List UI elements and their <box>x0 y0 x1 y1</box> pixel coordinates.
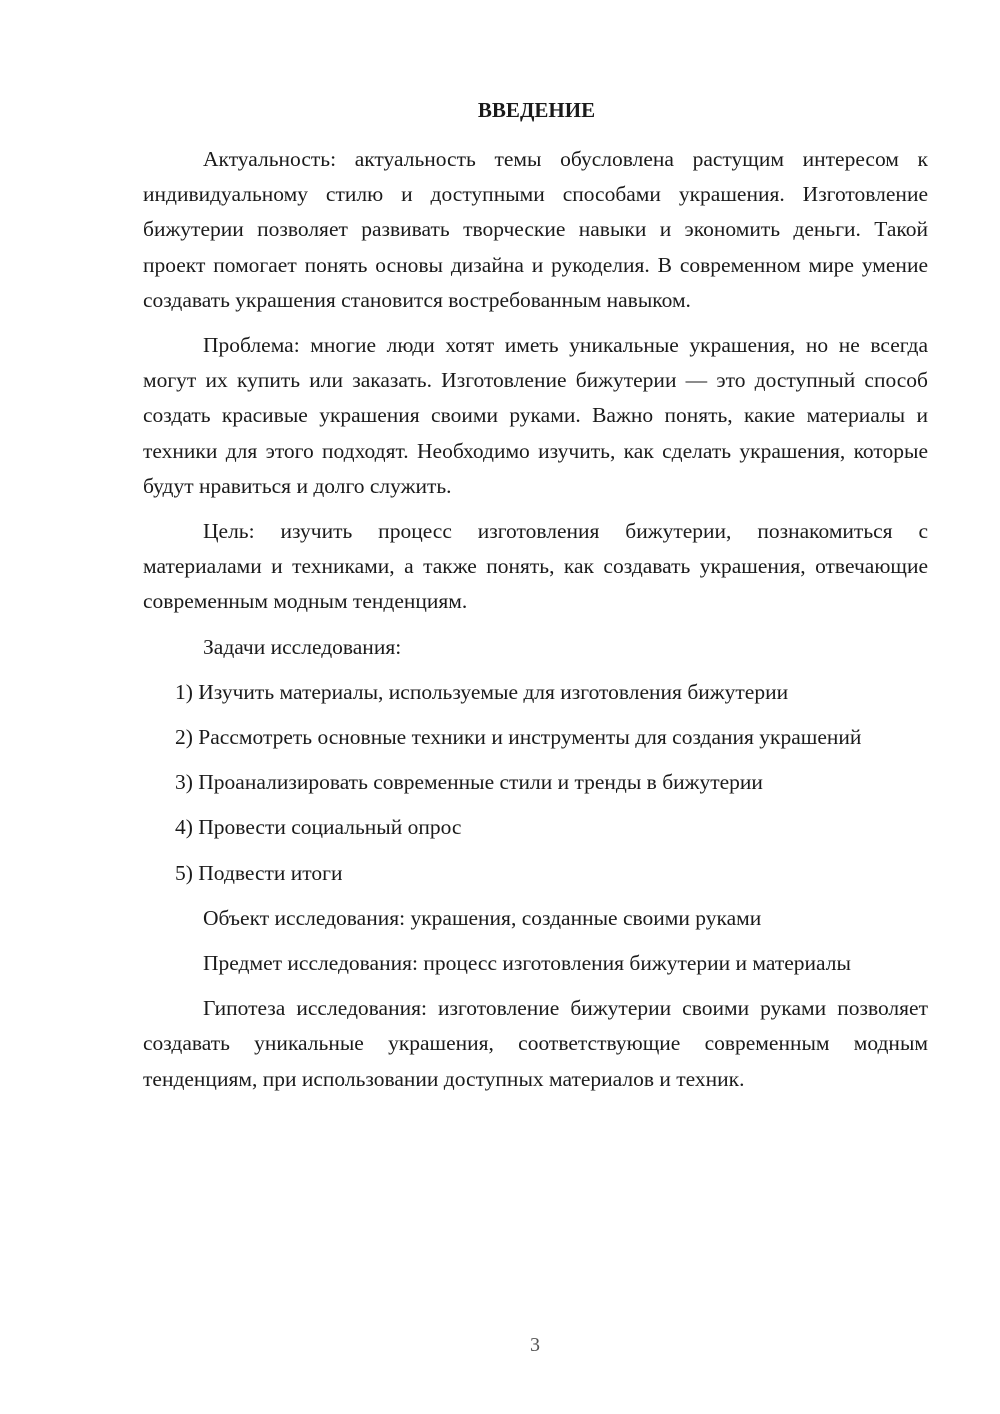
paragraph-relevance: Актуальность: актуальность темы обусловлена растущим интересом к индивидуальному стилю и доступными способами украшения. Изготовление бижутерии позволяет развивать творческие навыки и экономить деньги. Такой проект помогает понять основы дизайна и рукоделия. В современном мире умение создавать украшения становится востребованным навыком. <box>143 147 928 312</box>
paragraph-problem: Проблема: многие люди хотят иметь уникальные украшения, но не всегда могут их купить или заказать. Изготовление бижутерии — это доступный способ создать красивые украшения своими руками. Важно понять, какие материалы и техники для этого подходят. Необходимо изучить, как сделать украшения, которые будут нравиться и долго служить. <box>143 333 928 498</box>
task-item-3: 3) Проанализировать современные стили и тренды в бижутерии <box>175 770 763 795</box>
page-content <box>143 96 928 1107</box>
paragraph-object: Объект исследования: украшения, созданные своими руками <box>203 905 762 930</box>
tasks-title: Задачи исследования: <box>203 634 402 659</box>
task-item-2: 2) Рассмотреть основные техники и инструменты для создания украшений <box>175 725 862 750</box>
task-item-1: 1) Изучить материалы, используемые для изготовления бижутерии <box>175 679 789 704</box>
paragraph-goal: Цель: изучить процесс изготовления бижутерии, познакомиться с материалами и техниками, а также понять, как создавать украшения, отвечающие современным модным тенденциям. <box>143 519 928 614</box>
task-item-4: 4) Провести социальный опрос <box>175 815 462 840</box>
task-item-5: 5) Подвести итоги <box>175 860 343 885</box>
paragraph-subject: Предмет исследования: процесс изготовления бижутерии и материалы <box>203 951 851 976</box>
section-heading: ВВЕДЕНИЕ <box>477 98 596 122</box>
paragraph-hypothesis: Гипотеза исследования: изготовление бижутерии своими руками позволяет создавать уникальные украшения, соответствующие современным модным тенденциям, при использовании доступных материалов и техник. <box>143 996 928 1091</box>
page-number: 3 <box>530 1334 540 1356</box>
